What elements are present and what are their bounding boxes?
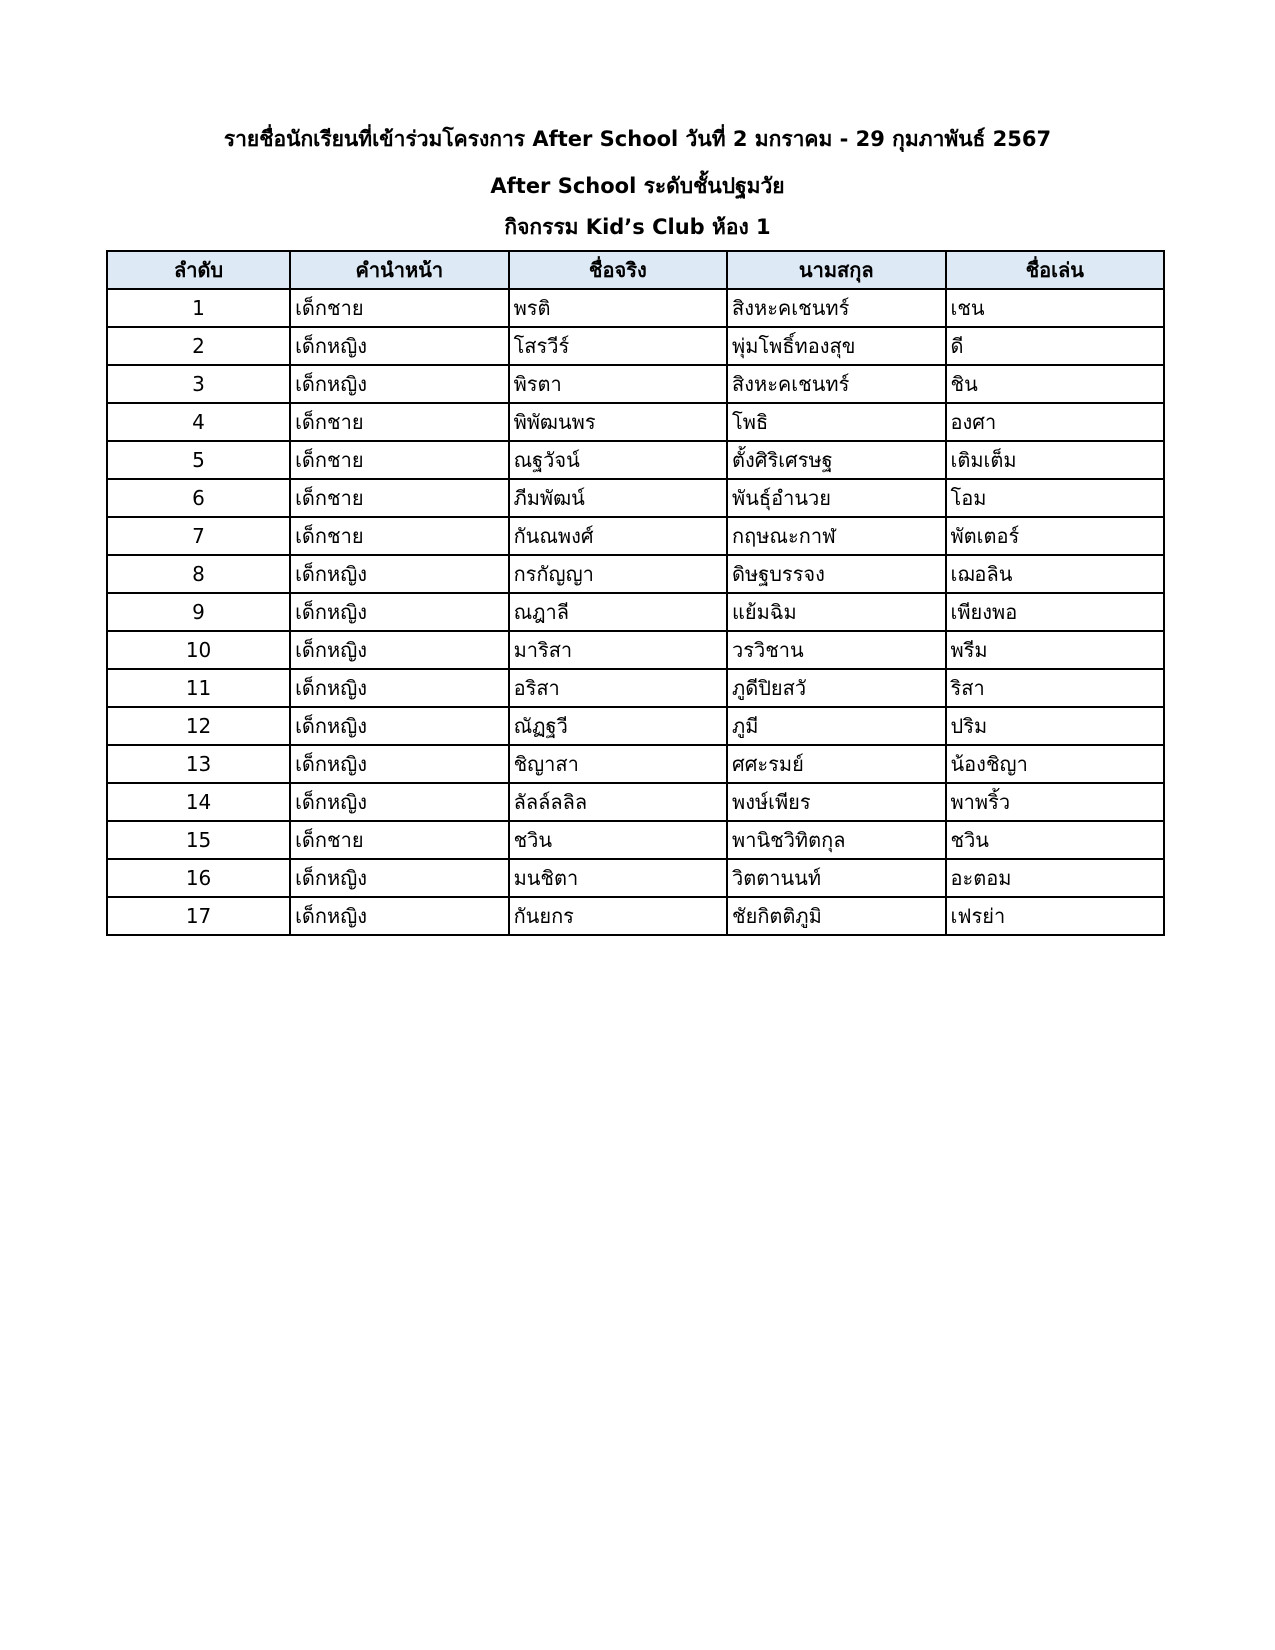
cell-nickname: พัตเตอร์ — [946, 517, 1165, 555]
cell-last-name: สิงหะคเชนทร์ — [727, 289, 945, 327]
cell-last-name: ตั้งศิริเศรษฐ — [727, 441, 945, 479]
cell-order: 17 — [107, 897, 290, 935]
cell-prefix: เด็กหญิง — [290, 593, 508, 631]
cell-nickname: เฌอลิน — [946, 555, 1165, 593]
cell-first-name: ลัลล์ลลิล — [509, 783, 727, 821]
cell-order: 6 — [107, 479, 290, 517]
activity-title: กิจกรรม Kid’s Club ห้อง 1 — [504, 215, 771, 239]
cell-order: 10 — [107, 631, 290, 669]
cell-first-name: กรกัญญา — [509, 555, 727, 593]
cell-prefix: เด็กหญิง — [290, 327, 508, 365]
cell-prefix: เด็กหญิง — [290, 669, 508, 707]
table-row — [107, 555, 1164, 593]
cell-order: 9 — [107, 593, 290, 631]
header-first-name: ชื่อจริง — [509, 251, 727, 289]
document-title: รายชื่อนักเรียนที่เข้าร่วมโครงการ After School วันที่ 2 มกราคม - 29 กุมภาพันธ์ 2567 — [223, 127, 1052, 151]
table-row — [107, 403, 1164, 441]
cell-last-name: โพธิ — [727, 403, 945, 441]
cell-last-name: ภูมี — [727, 707, 945, 745]
table-row — [107, 441, 1164, 479]
cell-order: 12 — [107, 707, 290, 745]
cell-prefix: เด็กชาย — [290, 821, 508, 859]
cell-last-name: สิงหะคเชนทร์ — [727, 365, 945, 403]
table-row — [107, 821, 1164, 859]
cell-order: 2 — [107, 327, 290, 365]
cell-nickname: เติมเต็ม — [946, 441, 1165, 479]
cell-nickname: ปริม — [946, 707, 1165, 745]
table-row — [107, 897, 1164, 935]
cell-prefix: เด็กหญิง — [290, 631, 508, 669]
cell-order: 14 — [107, 783, 290, 821]
document-subtitle: After School ระดับชั้นปฐมวัย — [490, 174, 785, 198]
cell-first-name: มนชิตา — [509, 859, 727, 897]
cell-nickname: เพียงพอ — [946, 593, 1165, 631]
table-row — [107, 859, 1164, 897]
cell-order: 15 — [107, 821, 290, 859]
cell-nickname: พรีม — [946, 631, 1165, 669]
cell-last-name: ดิษฐบรรจง — [727, 555, 945, 593]
cell-last-name: วรวิชาน — [727, 631, 945, 669]
header-prefix: คำนำหน้า — [290, 251, 508, 289]
cell-order: 8 — [107, 555, 290, 593]
cell-nickname: ชวิน — [946, 821, 1165, 859]
cell-last-name: วิตตานนท์ — [727, 859, 945, 897]
cell-prefix: เด็กชาย — [290, 517, 508, 555]
cell-first-name: อริสา — [509, 669, 727, 707]
cell-first-name: กันยกร — [509, 897, 727, 935]
table-row — [107, 289, 1164, 327]
table-row — [107, 745, 1164, 783]
cell-nickname: ชิน — [946, 365, 1165, 403]
cell-nickname: อะตอม — [946, 859, 1165, 897]
table-row — [107, 631, 1164, 669]
cell-order: 13 — [107, 745, 290, 783]
header-last-name: นามสกุล — [727, 251, 945, 289]
cell-nickname: น้องชิญา — [946, 745, 1165, 783]
header-order: ลำดับ — [107, 251, 290, 289]
cell-prefix: เด็กหญิง — [290, 897, 508, 935]
cell-nickname: โอม — [946, 479, 1165, 517]
cell-nickname: เชน — [946, 289, 1165, 327]
cell-first-name: พรติ — [509, 289, 727, 327]
cell-order: 3 — [107, 365, 290, 403]
cell-prefix: เด็กหญิง — [290, 555, 508, 593]
cell-first-name: พิรตา — [509, 365, 727, 403]
cell-prefix: เด็กหญิง — [290, 783, 508, 821]
student-roster-table — [106, 250, 1165, 936]
cell-prefix: เด็กหญิง — [290, 745, 508, 783]
cell-order: 16 — [107, 859, 290, 897]
cell-nickname: พาพริ้ว — [946, 783, 1165, 821]
cell-prefix: เด็กหญิง — [290, 859, 508, 897]
cell-last-name: ภูดีปิยสวั — [727, 669, 945, 707]
cell-last-name: กฤษณะกาฬ — [727, 517, 945, 555]
cell-last-name: ศศะรมย์ — [727, 745, 945, 783]
cell-order: 5 — [107, 441, 290, 479]
cell-last-name: พุ่มโพธิ์ทองสุข — [727, 327, 945, 365]
table-row — [107, 783, 1164, 821]
table-row — [107, 517, 1164, 555]
cell-prefix: เด็กชาย — [290, 479, 508, 517]
table-header-row — [107, 251, 1164, 289]
cell-nickname: ดี — [946, 327, 1165, 365]
cell-order: 11 — [107, 669, 290, 707]
cell-last-name: ชัยกิตติภูมิ — [727, 897, 945, 935]
cell-first-name: โสรวีร์ — [509, 327, 727, 365]
cell-first-name: ชิญาสา — [509, 745, 727, 783]
cell-last-name: แย้มฉิม — [727, 593, 945, 631]
table-body — [107, 289, 1164, 935]
cell-first-name: ภีมพัฒน์ — [509, 479, 727, 517]
header-nickname: ชื่อเล่น — [946, 251, 1165, 289]
cell-prefix: เด็กหญิง — [290, 707, 508, 745]
cell-first-name: มาริสา — [509, 631, 727, 669]
table-row — [107, 327, 1164, 365]
cell-order: 7 — [107, 517, 290, 555]
table-row — [107, 479, 1164, 517]
table-row — [107, 593, 1164, 631]
table-row — [107, 365, 1164, 403]
cell-prefix: เด็กชาย — [290, 441, 508, 479]
cell-prefix: เด็กชาย — [290, 403, 508, 441]
cell-first-name: ณฎาลี — [509, 593, 727, 631]
cell-nickname: เฟรย่า — [946, 897, 1165, 935]
cell-prefix: เด็กหญิง — [290, 365, 508, 403]
table-row — [107, 669, 1164, 707]
cell-first-name: ณัฏฐวี — [509, 707, 727, 745]
cell-prefix: เด็กชาย — [290, 289, 508, 327]
table-row — [107, 707, 1164, 745]
cell-order: 4 — [107, 403, 290, 441]
cell-nickname: องศา — [946, 403, 1165, 441]
cell-first-name: กันณพงศ์ — [509, 517, 727, 555]
cell-nickname: ริสา — [946, 669, 1165, 707]
cell-last-name: พันธุ์อำนวย — [727, 479, 945, 517]
cell-order: 1 — [107, 289, 290, 327]
cell-first-name: ณฐวัจน์ — [509, 441, 727, 479]
cell-first-name: ชวิน — [509, 821, 727, 859]
cell-last-name: พานิชวิทิตกุล — [727, 821, 945, 859]
cell-last-name: พงษ์เพียร — [727, 783, 945, 821]
cell-first-name: พิพัฒนพร — [509, 403, 727, 441]
